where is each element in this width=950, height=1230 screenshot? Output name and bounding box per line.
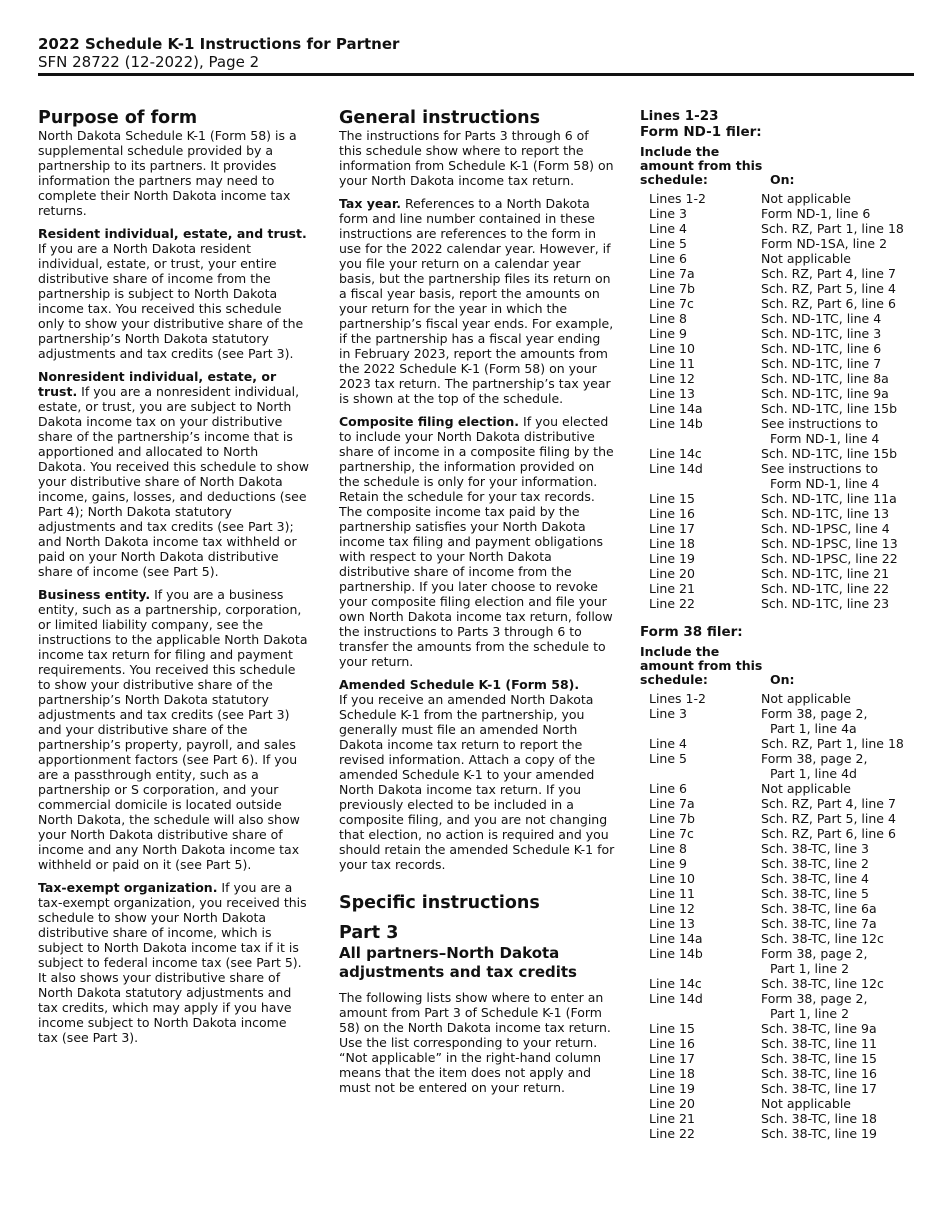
row-line-label: Line 13 xyxy=(649,386,695,401)
row-destination xyxy=(761,401,920,416)
table-row xyxy=(640,311,920,326)
row-destination-text: Sch. 38-TC, line 4 xyxy=(761,871,870,886)
row-line-label: Line 11 xyxy=(649,356,695,371)
row-destination-text: Sch. 38-TC, line 17 xyxy=(761,1081,877,1096)
table-row xyxy=(640,1066,920,1081)
row-destination xyxy=(761,871,920,886)
general-paragraph: The instructions for Parts 3 through 6 of this schedule show where to report the information from Schedule K-1 (Form 58) on your North Dakota income tax return. xyxy=(339,128,614,188)
row-destination-text: Form 38, page 2, xyxy=(761,751,868,766)
row-destination xyxy=(761,491,920,506)
column-lines xyxy=(640,108,920,1141)
row-line-label: Lines 1-2 xyxy=(649,191,706,206)
row-line-label: Line 22 xyxy=(649,1126,695,1141)
row-destination xyxy=(761,811,920,826)
table-row xyxy=(640,356,920,371)
table-row xyxy=(640,536,920,551)
row-destination-text: Not applicable xyxy=(761,781,851,796)
amended-paragraph: Amended Schedule K-1 (Form 58). If you receive an amended North Dakota Schedule K-1 from the partnership, you generally must file an amended North Dakota income tax return to report the revised information. Attach a copy of the amended Schedule K-1 to your amended North Dakota income tax return. If you previously elected to be included in a composite filing, and you are not changing that election, no action is required and you should retain the amended Schedule K-1 for your tax records. xyxy=(339,677,615,872)
row-destination-text: Sch. RZ, Part 4, line 7 xyxy=(761,266,896,281)
table-row xyxy=(640,916,920,931)
table-row xyxy=(640,266,920,281)
row-destination-text: Sch. ND-1TC, line 21 xyxy=(761,566,890,581)
row-destination-text: See instructions to xyxy=(761,416,879,431)
row-destination xyxy=(761,551,920,566)
row-line-label: Line 6 xyxy=(649,251,687,266)
row-destination xyxy=(761,691,920,706)
row-destination xyxy=(761,976,920,991)
row-destination-text: Form 38, page 2, xyxy=(761,706,868,721)
table-row xyxy=(640,856,920,871)
table-row xyxy=(640,1096,920,1111)
row-destination-text: Sch. ND-1TC, line 15b xyxy=(761,446,898,461)
row-line-label: Line 7b xyxy=(649,811,695,826)
row-destination-text: Sch. RZ, Part 5, line 4 xyxy=(761,281,896,296)
table-row xyxy=(640,446,920,461)
row-line-label: Line 8 xyxy=(649,841,687,856)
row-destination-text: Sch. 38-TC, line 15 xyxy=(761,1051,877,1066)
row-destination xyxy=(761,826,920,841)
row-destination-continuation: Part 1, line 2 xyxy=(770,1006,850,1021)
row-destination-text: Sch. ND-1TC, line 22 xyxy=(761,581,890,596)
table-row xyxy=(640,551,920,566)
row-destination xyxy=(761,931,920,946)
row-destination-text: Sch. ND-1PSC, line 13 xyxy=(761,536,898,551)
table-row xyxy=(640,901,920,916)
row-destination-text: Sch. ND-1TC, line 11a xyxy=(761,491,897,506)
row-destination xyxy=(761,736,920,751)
nd1-header-right: On: xyxy=(770,172,795,187)
row-destination xyxy=(761,596,920,611)
row-destination xyxy=(761,206,920,221)
row-line-label: Line 11 xyxy=(649,886,695,901)
row-destination xyxy=(761,1051,920,1066)
table-row xyxy=(640,521,920,536)
row-destination xyxy=(761,796,920,811)
row-line-label: Line 7c xyxy=(649,296,694,311)
part3-paragraph: The following lists show where to enter an amount from Part 3 of Schedule K-1 (Form 58) on the North Dakota income tax return. Use the list corresponding to your return. “Not applicable” in the right-hand column means that the item does not apply and must not be entered on your return. xyxy=(339,990,611,1095)
table-row xyxy=(640,581,920,596)
column-purpose xyxy=(38,108,310,1053)
row-destination xyxy=(761,251,920,266)
row-destination xyxy=(761,1126,920,1141)
nd1-heading: Form ND-1 filer: xyxy=(640,124,762,140)
table-row xyxy=(640,1036,920,1051)
row-destination-text: Sch. ND-1TC, line 23 xyxy=(761,596,890,611)
row-destination xyxy=(761,446,920,461)
row-line-label: Line 12 xyxy=(649,901,695,916)
row-line-label: Line 14a xyxy=(649,931,703,946)
row-line-label: Line 7b xyxy=(649,281,695,296)
row-destination xyxy=(761,856,920,871)
row-destination-continuation: Part 1, line 4d xyxy=(770,766,857,781)
table-row xyxy=(640,236,920,251)
row-destination xyxy=(761,281,920,296)
row-line-label: Line 19 xyxy=(649,551,695,566)
table-row xyxy=(640,1111,920,1126)
row-destination-text: Not applicable xyxy=(761,691,851,706)
row-destination xyxy=(761,901,920,916)
row-line-label: Line 17 xyxy=(649,521,695,536)
table-row xyxy=(640,566,920,581)
row-destination xyxy=(761,311,920,326)
row-destination-text: Sch. 38-TC, line 7a xyxy=(761,916,877,931)
row-line-label: Line 7a xyxy=(649,796,695,811)
row-destination-text: Sch. ND-1TC, line 7 xyxy=(761,356,882,371)
row-destination xyxy=(761,296,920,311)
row-destination-text: Sch. ND-1TC, line 13 xyxy=(761,506,890,521)
part3-heading: Part 3 xyxy=(339,923,399,943)
row-line-label: Line 9 xyxy=(649,326,687,341)
table-row xyxy=(640,416,920,446)
row-line-label: Line 3 xyxy=(649,206,687,221)
tax-year-paragraph: Tax year. References to a North Dakota form and line number contained in these instructions are references to the form in use for the 2022 calendar year. However, if you file your return on a calendar year basis, but the partnership files its return on a fiscal year basis, report the amounts on your return for the year in which the partnership’s fiscal year ends. For example, if the partnership has a fiscal year ending in February 2023, report the amounts from the 2022 Schedule K-1 (Form 58) on your 2023 tax return. The partnership’s tax year is shown at the top of the schedule. xyxy=(339,196,614,406)
row-destination-text: Not applicable xyxy=(761,1096,851,1111)
row-line-label: Line 21 xyxy=(649,581,695,596)
row-destination xyxy=(761,191,920,206)
row-line-label: Line 18 xyxy=(649,1066,695,1081)
f38-header-right: On: xyxy=(770,672,795,687)
row-destination-text: Sch. 38-TC, line 6a xyxy=(761,901,877,916)
row-destination xyxy=(761,781,920,796)
row-line-label: Line 14c xyxy=(649,446,702,461)
row-line-label: Line 12 xyxy=(649,371,695,386)
table-row xyxy=(640,1051,920,1066)
row-destination-text: Sch. RZ, Part 4, line 7 xyxy=(761,796,896,811)
row-line-label: Line 21 xyxy=(649,1111,695,1126)
row-destination-text: Not applicable xyxy=(761,191,851,206)
row-destination-text: Sch. RZ, Part 1, line 18 xyxy=(761,736,904,751)
table-row xyxy=(640,691,920,706)
composite-paragraph: Composite filing election. If you elected to include your North Dakota distributive share of income in a composite filing by the partnership, the information provided on the schedule is only for your information. Retain the schedule for your tax records. The composite income tax paid by the partnership satisfies your North Dakota income tax filing and payment obligations with respect to your North Dakota distributive share of income from the partnership. If you later choose to revoke your composite filing election and file your own North Dakota income tax return, follow the instructions to Parts 3 through 6 to transfer the amounts from the schedule to your return. xyxy=(339,414,614,669)
row-destination-text: Sch. ND-1TC, line 15b xyxy=(761,401,898,416)
row-destination-text: Form ND-1SA, line 2 xyxy=(761,236,888,251)
row-destination xyxy=(761,1081,920,1096)
table-row xyxy=(640,796,920,811)
resident-paragraph: Resident individual, estate, and trust. If you are a North Dakota resident individual, estate, or trust, your entire distributive share of income from the partnership is subject to North Dakota income tax. You received this schedule only to show your distributive share of the partnership’s North Dakota statutory adjustments and tax credits (see Part 3). xyxy=(38,226,307,361)
row-destination xyxy=(761,371,920,386)
row-destination-text: Sch. ND-1PSC, line 4 xyxy=(761,521,890,536)
row-destination-text: Sch. 38-TC, line 12c xyxy=(761,931,884,946)
row-destination-continuation: Part 1, line 4a xyxy=(770,721,857,736)
table-row xyxy=(640,946,920,976)
row-line-label: Line 18 xyxy=(649,536,695,551)
table-row xyxy=(640,491,920,506)
row-destination-text: Sch. ND-1TC, line 4 xyxy=(761,311,882,326)
row-destination xyxy=(761,886,920,901)
row-line-label: Line 6 xyxy=(649,781,687,796)
row-destination xyxy=(761,751,920,781)
table-row xyxy=(640,221,920,236)
row-destination-text: Sch. 38-TC, line 2 xyxy=(761,856,870,871)
row-line-label: Line 4 xyxy=(649,736,687,751)
row-destination xyxy=(761,536,920,551)
row-destination-text: Sch. 38-TC, line 3 xyxy=(761,841,870,856)
row-destination-text: Sch. RZ, Part 6, line 6 xyxy=(761,296,896,311)
row-line-label: Line 22 xyxy=(649,596,695,611)
row-destination-text: Sch. 38-TC, line 12c xyxy=(761,976,884,991)
row-line-label: Line 13 xyxy=(649,916,695,931)
table-row xyxy=(640,506,920,521)
row-destination-text: Sch. 38-TC, line 19 xyxy=(761,1126,877,1141)
part3-subheading: All partners–North Dakota adjustments and tax credits xyxy=(339,944,577,981)
row-line-label: Line 10 xyxy=(649,871,695,886)
nonresident-paragraph: Nonresident individual, estate, or trust. If you are a nonresident individual, estate, or trust, you are subject to North Dakota income tax on your distributive share of the partnership’s income that is apportioned and allocated to North Dakota. You received this schedule to show your distributive share of North Dakota income, gains, losses, and deductions (see Part 4); North Dakota statutory adjustments and tax credits (see Part 3); and North Dakota income tax withheld or paid on your North Dakota distributive share of income (see Part 5). xyxy=(38,369,309,579)
table-row xyxy=(640,736,920,751)
table-row xyxy=(640,326,920,341)
row-destination-text: Not applicable xyxy=(761,251,851,266)
table-row xyxy=(640,886,920,901)
header-divider xyxy=(38,73,914,76)
row-destination-text: Sch. 38-TC, line 11 xyxy=(761,1036,877,1051)
table-row xyxy=(640,596,920,611)
row-line-label: Line 7c xyxy=(649,826,694,841)
row-destination xyxy=(761,341,920,356)
row-line-label: Line 7a xyxy=(649,266,695,281)
tax-exempt-paragraph: Tax-exempt organization. If you are a tax-exempt organization, you received this schedule to show your North Dakota distributive share of income, which is subject to North Dakota income tax if it is subject to federal income tax (see Part 5). It also shows your distributive share of North Dakota statutory adjustments and tax credits, which may apply if you have income subject to North Dakota income tax (see Part 3). xyxy=(38,880,307,1045)
row-destination xyxy=(761,706,920,736)
row-destination xyxy=(761,266,920,281)
row-destination xyxy=(761,916,920,931)
column-general xyxy=(339,108,615,1103)
row-destination xyxy=(761,356,920,371)
table-row xyxy=(640,251,920,266)
row-line-label: Line 8 xyxy=(649,311,687,326)
table-row xyxy=(640,371,920,386)
row-destination-text: Sch. RZ, Part 1, line 18 xyxy=(761,221,904,236)
row-line-label: Line 20 xyxy=(649,1096,695,1111)
row-line-label: Line 4 xyxy=(649,221,687,236)
row-line-label: Line 14b xyxy=(649,416,703,431)
row-line-label: Line 14c xyxy=(649,976,702,991)
page-header xyxy=(38,35,914,71)
f38-heading: Form 38 filer: xyxy=(640,624,743,640)
table-row xyxy=(640,871,920,886)
table-row xyxy=(640,931,920,946)
purpose-heading: Purpose of form xyxy=(38,108,198,128)
row-destination xyxy=(761,1111,920,1126)
general-heading: General instructions xyxy=(339,108,541,128)
row-destination-text: Form ND-1, line 6 xyxy=(761,206,871,221)
row-destination-continuation: Form ND-1, line 4 xyxy=(770,431,880,446)
row-destination-text: Sch. ND-1TC, line 8a xyxy=(761,371,889,386)
row-line-label: Line 9 xyxy=(649,856,687,871)
row-destination-text: Sch. 38-TC, line 5 xyxy=(761,886,870,901)
table-row xyxy=(640,206,920,221)
row-destination-continuation: Part 1, line 2 xyxy=(770,961,850,976)
row-destination-text: Sch. 38-TC, line 9a xyxy=(761,1021,877,1036)
row-destination xyxy=(761,326,920,341)
row-destination xyxy=(761,461,920,491)
row-destination xyxy=(761,1096,920,1111)
row-line-label: Line 19 xyxy=(649,1081,695,1096)
row-destination-text: Sch. ND-1TC, line 9a xyxy=(761,386,889,401)
row-destination xyxy=(761,416,920,446)
table-row xyxy=(640,1126,920,1141)
row-line-label: Line 16 xyxy=(649,1036,695,1051)
business-entity-paragraph: Business entity. If you are a business entity, such as a partnership, corporation, or limited liability company, see the instructions to the applicable North Dakota income tax return for filing and payment requirements. You received this schedule to show your distributive share of the partnership’s North Dakota statutory adjustments and tax credits (see Part 3) and your distributive share of the partnership’s property, payroll, and sales apportionment factors (see Part 6). If you are a passthrough entity, such as a partnership or S corporation, and your commercial domicile is located outside North Dakota, the schedule will also show your North Dakota distributive share of income and any North Dakota income tax withheld or paid on it (see Part 5). xyxy=(38,587,308,872)
row-line-label: Line 14d xyxy=(649,991,703,1006)
row-destination xyxy=(761,521,920,536)
row-line-label: Line 14d xyxy=(649,461,703,476)
table-row xyxy=(640,841,920,856)
table-row xyxy=(640,706,920,736)
table-row xyxy=(640,401,920,416)
specific-heading: Specific instructions xyxy=(339,893,540,913)
row-destination xyxy=(761,221,920,236)
row-destination-text: Sch. 38-TC, line 18 xyxy=(761,1111,877,1126)
nd1-table xyxy=(640,191,920,611)
row-destination xyxy=(761,566,920,581)
table-row xyxy=(640,191,920,206)
row-destination xyxy=(761,946,920,976)
row-destination xyxy=(761,1066,920,1081)
row-destination-text: Sch. ND-1TC, line 3 xyxy=(761,326,882,341)
table-row xyxy=(640,341,920,356)
table-row xyxy=(640,826,920,841)
row-line-label: Line 15 xyxy=(649,1021,695,1036)
table-row xyxy=(640,811,920,826)
nd1-table-header xyxy=(640,145,920,187)
row-destination xyxy=(761,991,920,1021)
row-destination xyxy=(761,1021,920,1036)
table-row xyxy=(640,976,920,991)
row-line-label: Line 20 xyxy=(649,566,695,581)
table-row xyxy=(640,386,920,401)
table-row xyxy=(640,781,920,796)
row-line-label: Line 14b xyxy=(649,946,703,961)
table-row xyxy=(640,281,920,296)
f38-table xyxy=(640,691,920,1141)
table-row xyxy=(640,751,920,781)
row-destination-text: Sch. RZ, Part 5, line 4 xyxy=(761,811,896,826)
row-line-label: Line 5 xyxy=(649,751,687,766)
row-line-label: Line 15 xyxy=(649,491,695,506)
row-line-label: Line 14a xyxy=(649,401,703,416)
table-row xyxy=(640,461,920,491)
table-row xyxy=(640,296,920,311)
row-line-label: Line 10 xyxy=(649,341,695,356)
row-line-label: Line 17 xyxy=(649,1051,695,1066)
row-destination-text: See instructions to xyxy=(761,461,879,476)
row-destination-text: Sch. 38-TC, line 16 xyxy=(761,1066,877,1081)
f38-table-header xyxy=(640,645,920,687)
row-destination-text: Sch. RZ, Part 6, line 6 xyxy=(761,826,896,841)
row-destination-text: Form 38, page 2, xyxy=(761,946,868,961)
row-destination xyxy=(761,841,920,856)
page-subtitle: SFN 28722 (12-2022), Page 2 xyxy=(38,53,260,71)
row-line-label: Line 3 xyxy=(649,706,687,721)
row-destination xyxy=(761,386,920,401)
page-title: 2022 Schedule K-1 Instructions for Partner xyxy=(38,35,400,53)
row-destination xyxy=(761,581,920,596)
nd1-header-left: Include the amount from this schedule: xyxy=(640,144,763,187)
table-row xyxy=(640,1081,920,1096)
row-destination xyxy=(761,236,920,251)
table-row xyxy=(640,991,920,1021)
row-line-label: Lines 1-2 xyxy=(649,691,706,706)
row-destination xyxy=(761,1036,920,1051)
purpose-paragraph: North Dakota Schedule K-1 (Form 58) is a supplemental schedule provided by a partnership to its partners. It provides information the partners may need to complete their North Dakota income tax returns. xyxy=(38,128,297,218)
row-destination xyxy=(761,506,920,521)
table-row xyxy=(640,1021,920,1036)
row-destination-text: Form 38, page 2, xyxy=(761,991,868,1006)
f38-header-left: Include the amount from this schedule: xyxy=(640,644,763,687)
lines-heading: Lines 1-23 xyxy=(640,108,719,124)
row-line-label: Line 16 xyxy=(649,506,695,521)
row-destination-continuation: Form ND-1, line 4 xyxy=(770,476,880,491)
row-destination-text: Sch. ND-1TC, line 6 xyxy=(761,341,882,356)
row-destination-text: Sch. ND-1PSC, line 22 xyxy=(761,551,898,566)
row-line-label: Line 5 xyxy=(649,236,687,251)
